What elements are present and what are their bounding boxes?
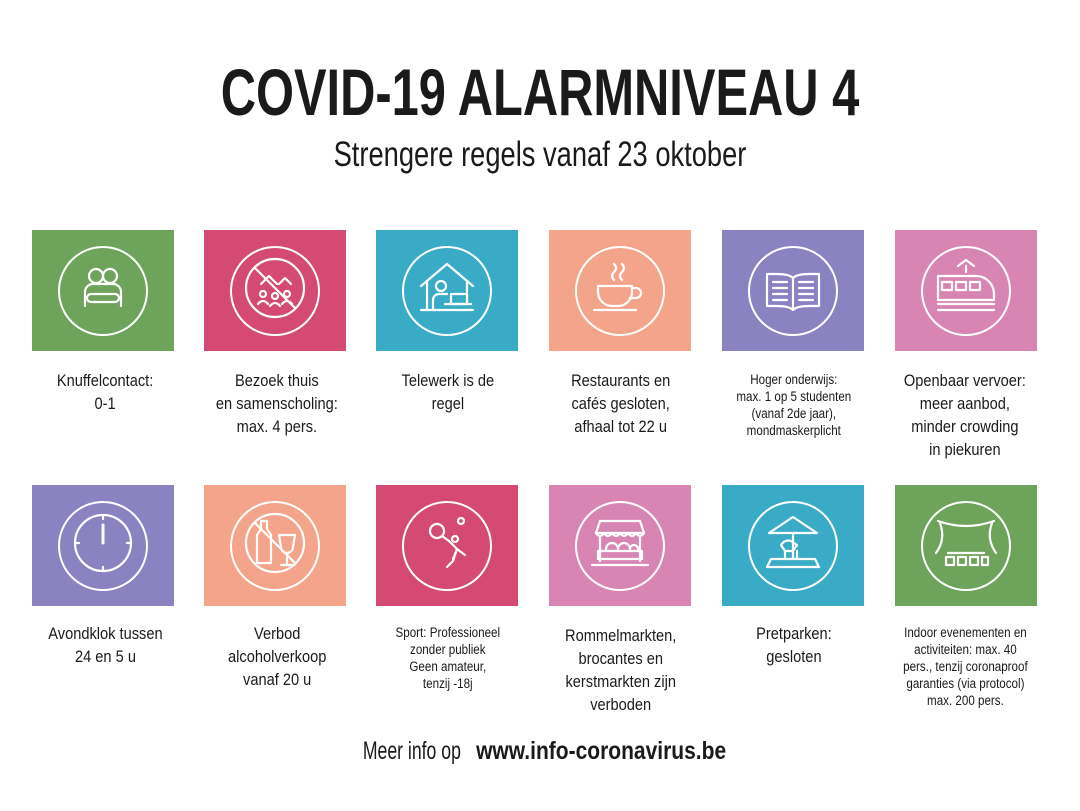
measure-caption (19, 622, 191, 668)
caption-line: max. 200 pers. (926, 693, 1004, 708)
hug-icon (72, 257, 134, 324)
caption-line: Verbod (253, 624, 301, 643)
caption-line: in piekuren (929, 440, 1001, 459)
measure-caption (191, 369, 363, 438)
page-subtitle: Strengere regels vanaf 23 oktober (333, 135, 747, 174)
open-book-icon (762, 257, 824, 324)
caption-line: kerstmarkten zijn (565, 672, 677, 691)
no-gathering-icon (244, 257, 306, 324)
icon-ring (230, 501, 320, 591)
market-stall-icon (589, 512, 651, 579)
measure-caption (535, 369, 707, 438)
caption-line: gesloten (766, 647, 822, 666)
measure-tile (204, 230, 346, 351)
caption-line: max. 1 op 5 studenten (736, 389, 852, 404)
footer (0, 734, 1080, 768)
caption-line: Telewerk is de (401, 371, 495, 390)
icon-ring (402, 501, 492, 591)
caption-line: brocantes en (578, 649, 664, 668)
no-alcohol-icon (244, 512, 306, 579)
caption-line: activiteiten: max. 40 (913, 642, 1017, 657)
measure-tile (895, 230, 1037, 351)
carousel-icon (762, 512, 824, 579)
caption-line: meer aanbod, (919, 394, 1011, 413)
measure-caption (879, 369, 1051, 461)
caption-line: Openbaar vervoer: (904, 371, 1026, 390)
icon-ring (748, 501, 838, 591)
caption-line: 0-1 (94, 394, 116, 413)
measure-tile (722, 230, 864, 351)
clock-icon (72, 512, 134, 579)
caption-line: Geen amateur, (409, 659, 487, 674)
caption-line: Avondklok tussen (47, 624, 163, 643)
measure-tile (722, 485, 864, 606)
measure-caption (708, 622, 880, 668)
train-icon (935, 257, 997, 324)
measure-caption (191, 622, 363, 691)
caption-line: Rommelmarkten, (565, 626, 677, 645)
caption-line: en samenscholing: (216, 394, 338, 413)
caption-line: minder crowding (911, 417, 1019, 436)
telework-icon (416, 257, 478, 324)
caption-line: max. 4 pers. (236, 417, 318, 436)
caption-line: Hoger onderwijs: (750, 372, 838, 387)
caption-line: tenzij -18j (423, 676, 473, 691)
caption-line: Knuffelcontact: (56, 371, 154, 390)
measure-caption (362, 624, 534, 692)
caption-line: (vanaf 2de jaar), (751, 406, 837, 421)
caption-line: verboden (590, 695, 652, 714)
caption-line: cafés gesloten, (571, 394, 671, 413)
measure-caption (19, 369, 191, 415)
footer-link[interactable]: www.info-coronavirus.be (476, 737, 727, 765)
measure-caption (535, 624, 707, 716)
measure-caption (708, 371, 880, 439)
icon-ring (575, 501, 665, 591)
measure-tile (376, 230, 518, 351)
caption-line: zonder publiek (410, 642, 486, 657)
caption-line: vanaf 20 u (242, 670, 312, 689)
page-title: COVID-19 ALARMNIVEAU 4 (220, 55, 860, 129)
caption-line: Restaurants en (571, 371, 671, 390)
measure-tile (549, 230, 691, 351)
measure-tile (895, 485, 1037, 606)
icon-ring (230, 246, 320, 336)
measure-tile (32, 485, 174, 606)
icon-ring (58, 501, 148, 591)
caption-line: Bezoek thuis (235, 371, 319, 390)
caption-line: afhaal tot 22 u (574, 417, 668, 436)
caption-line: regel (431, 394, 465, 413)
measure-tile (32, 230, 174, 351)
tennis-player-icon (416, 512, 478, 579)
caption-line: 24 en 5 u (74, 647, 136, 666)
icon-ring (748, 246, 838, 336)
caption-line: mondmaskerplicht (746, 423, 842, 438)
caption-line: alcoholverkoop (227, 647, 327, 666)
caption-line: Pretparken: (756, 624, 832, 643)
icon-ring (575, 246, 665, 336)
icon-ring (402, 246, 492, 336)
measure-tile (204, 485, 346, 606)
caption-line: Indoor evenementen en (903, 625, 1027, 640)
caption-line: garanties (via protocol) (905, 676, 1025, 691)
theatre-stage-icon (935, 512, 997, 579)
measure-caption (362, 369, 534, 415)
measure-tile (376, 485, 518, 606)
measure-caption (879, 624, 1051, 709)
icon-ring (921, 246, 1011, 336)
caption-line: Sport: Professioneel (395, 625, 501, 640)
caption-line: pers., tenzij coronaproof (902, 659, 1028, 674)
coffee-cup-icon (589, 257, 651, 324)
icon-ring (921, 501, 1011, 591)
icon-ring (58, 246, 148, 336)
measure-tile (549, 485, 691, 606)
footer-prefix: Meer info op (363, 737, 462, 765)
